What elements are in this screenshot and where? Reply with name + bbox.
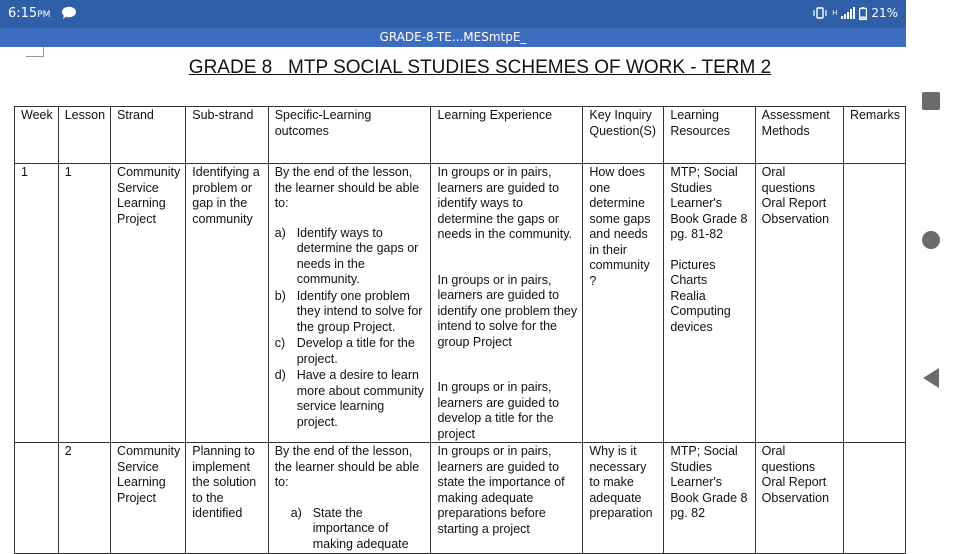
resource-item: Computing devices (670, 304, 731, 334)
remarks-cell (843, 443, 905, 554)
table-header-row (15, 107, 906, 164)
lesson-cell: 1 (58, 164, 110, 443)
assessment-cell (755, 443, 843, 554)
strand-cell: Community Service Learning Project (111, 443, 186, 554)
experience-item: In groups or in pairs, learners are guided to state the importance of making adequate preparations before starting a project (437, 444, 565, 536)
outcome-item: a) State the importance of making adequate (290, 505, 409, 551)
page-corner-mark (26, 47, 44, 57)
back-icon[interactable] (923, 368, 939, 388)
resources-cell: MTP; Social Studies Learner's Book Grade 8 pg. 82 (664, 443, 755, 554)
resources-cell (664, 164, 755, 443)
outcome-item: a) Identify ways to determine the gaps or needs in the community. (274, 225, 419, 286)
header-specific-outcomes: Specific-Learning outcomes (268, 107, 431, 164)
experience-cell (431, 443, 583, 554)
assessment-item: Oral questions (761, 444, 816, 474)
header-lesson: Lesson (58, 107, 110, 164)
week-cell: 1 (15, 164, 59, 443)
experience-item: In groups or in pairs, learners are guided to identify one problem they intend to solve for the group Project (437, 272, 578, 349)
outcomes-cell (268, 443, 431, 554)
outcomes-list (275, 506, 426, 553)
signal-icon (841, 7, 855, 19)
status-indicators (812, 6, 898, 20)
status-time: 6:15PM (8, 6, 51, 21)
battery-icon (859, 7, 867, 20)
status-bar (0, 0, 906, 28)
outcome-item: b) Identify one problem they intend to solve for the group Project. (274, 288, 423, 334)
resource-item: Pictures (670, 257, 716, 272)
assessment-item: Oral questions (761, 165, 816, 195)
document-page[interactable] (0, 47, 906, 551)
experience-item: In groups or in pairs, learners are guided to develop a title for the project (437, 380, 560, 441)
assessment-item: Observation (761, 211, 830, 226)
header-remarks: Remarks (843, 107, 905, 164)
outcomes-intro: By the end of the lesson, the learner should be able to: (274, 165, 420, 210)
header-learning-experience: Learning Experience (431, 107, 583, 164)
key-inquiry-cell: Why is it necessary to make adequate preparation (583, 443, 664, 554)
document-filename: GRADE-8-TE...MESmtpE_ (379, 30, 527, 44)
vibrate-icon (812, 7, 828, 19)
table-row (15, 164, 906, 443)
key-inquiry-cell: How does one determine some gaps and needs in their community ? (583, 164, 664, 443)
document-filename-bar[interactable] (0, 28, 906, 47)
experience-cell (431, 164, 583, 443)
lesson-cell: 2 (58, 443, 110, 554)
assessment-item: Oral Report (761, 475, 827, 489)
assessment-item: Observation (761, 490, 830, 505)
header-sub-strand: Sub-strand (186, 107, 268, 164)
strand-cell: Community Service Learning Project (111, 164, 186, 443)
recent-apps-icon[interactable] (922, 92, 940, 110)
outcomes-cell (268, 164, 431, 443)
table-row (15, 443, 906, 554)
assessment-item: Oral Report (761, 196, 827, 210)
sub-strand-cell: Identifying a problem or gap in the community (186, 164, 268, 443)
chat-bubble-icon (61, 6, 77, 19)
week-cell (15, 443, 59, 554)
header-key-inquiry: Key Inquiry Question(S) (583, 107, 664, 164)
network-type: H (832, 9, 838, 17)
resource-item: Charts (670, 273, 708, 287)
outcomes-intro: By the end of the lesson, the learner should be able to: (274, 444, 420, 489)
battery-level: 21% (871, 6, 898, 20)
document-title: GRADE 8 MTP SOCIAL STUDIES SCHEMES OF WORK - TERM 2 (188, 57, 772, 78)
experience-item: In groups or in pairs, learners are guided to identify ways to determine the gaps or needs in the community. (437, 165, 573, 241)
assessment-cell (755, 164, 843, 443)
outcomes-list (275, 226, 426, 431)
remarks-cell (843, 164, 905, 443)
resource-book: MTP; Social Studies Learner's Book Grade 8 pg. 81-82 (670, 165, 748, 241)
header-week: Week (15, 107, 59, 164)
header-strand: Strand (111, 107, 186, 164)
home-icon[interactable] (922, 231, 940, 249)
header-resources: Learning Resources (664, 107, 755, 164)
outcome-item: d) Have a desire to learn more about community service learning project. (274, 368, 424, 429)
outcome-item: c) Develop a title for the project. (274, 336, 415, 366)
schemes-of-work-table (14, 106, 906, 554)
resource-item: Realia (670, 288, 706, 303)
sub-strand-cell: Planning to implement the solution to the identified (186, 443, 268, 554)
header-assessment: Assessment Methods (755, 107, 843, 164)
